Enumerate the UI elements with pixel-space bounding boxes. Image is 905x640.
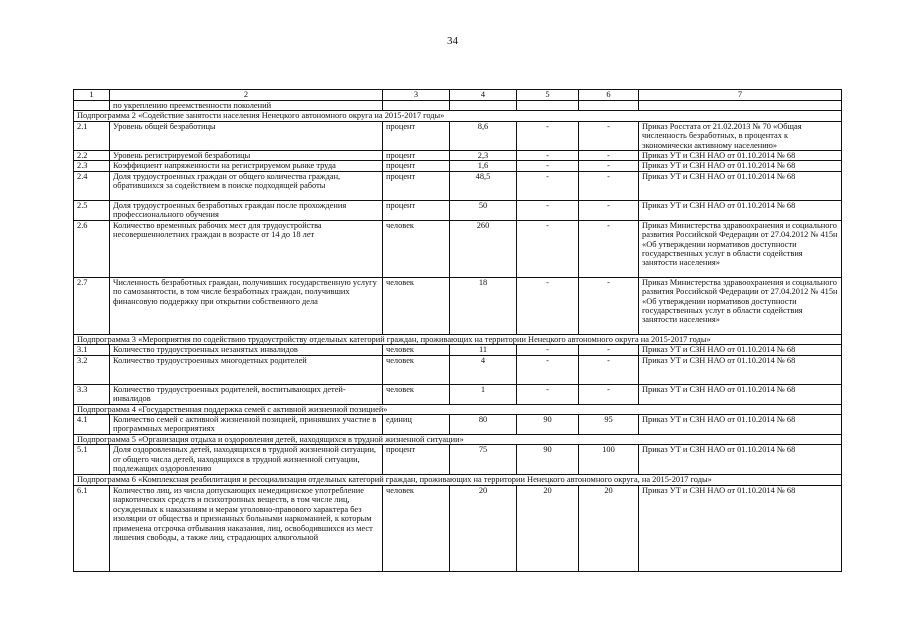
indicator-row (74, 345, 842, 355)
indicator-unit: процент (383, 161, 450, 171)
column-number-6: 6 (579, 90, 639, 101)
column-number-4: 4 (450, 90, 517, 101)
indicator-name: Доля трудоустроенных граждан от общего количества граждан, обратившихся за содействием в поиске подходящей работы (110, 171, 383, 200)
indicator-value-col5: 20 (517, 485, 579, 571)
indicator-value-col4: 50 (450, 200, 517, 220)
subprogram-heading-row (74, 111, 842, 121)
indicator-unit: единиц (383, 415, 450, 435)
indicator-value-col5: - (517, 171, 579, 200)
indicator-number: 2.3 (74, 161, 110, 171)
indicator-value-col4: 8,6 (450, 121, 517, 150)
indicator-number: 5.1 (74, 445, 110, 475)
subprogram-title: Подпрограмма 4 «Государственная поддержка семей с активной жизненной позицией» (74, 404, 842, 414)
indicator-value-col4: 11 (450, 345, 517, 355)
indicator-unit: человек (383, 384, 450, 404)
indicator-row (74, 485, 842, 571)
indicator-value-col5: - (517, 121, 579, 150)
indicator-name: Количество лиц, из числа допускающих немедицинское употребление наркотических средств и психотропных веществ, в том числе лиц, осужденных к наказаниям и мерам уголовно-правового характера без изоляции от общества и признанных больными наркоманией, к которым применена отсрочка отбывания наказания, лиц, освободившихся из мест лишения свободы, а также лиц, страдающих алкогольной (110, 485, 383, 571)
indicator-number: 2.1 (74, 121, 110, 150)
indicator-unit: человек (383, 220, 450, 277)
indicator-name: Количество семей с активной жизненной позицией, принявших участие в программных мероприятиях (110, 415, 383, 435)
subprogram-heading-row (74, 435, 842, 445)
indicator-value-col5: - (517, 355, 579, 384)
column-number-3: 3 (383, 90, 450, 101)
indicator-source: Приказ УТ и СЗН НАО от 01.10.2014 № 68 (639, 161, 842, 171)
subprogram-title: Подпрограмма 2 «Содействие занятости населения Ненецкого автономного округа на 2015-2017 годы» (74, 111, 842, 121)
indicator-row (74, 415, 842, 435)
indicator-unit: процент (383, 200, 450, 220)
indicator-number: 4.1 (74, 415, 110, 435)
indicator-row (74, 220, 842, 277)
indicator-value-col5: - (517, 345, 579, 355)
indicator-row (74, 445, 842, 475)
indicator-value-col4: 80 (450, 415, 517, 435)
indicator-name: Коэффициент напряженности на регистрируемом рынке труда (110, 161, 383, 171)
indicator-value-col6: - (579, 171, 639, 200)
indicator-source: Приказ УТ и СЗН НАО от 01.10.2014 № 68 (639, 345, 842, 355)
indicator-source: Приказ Министерства здравоохранения и социального развития Российской Федерации от 27.04.2012 № 415н «Об утверждении нормативов доступности государственных услуг в области содействия занятости населения» (639, 277, 842, 334)
column-number-7: 7 (639, 90, 842, 101)
indicator-name: Численность безработных граждан, получивших государственную услугу по самозанятости, в том числе безработных граждан, получивших финансовую поддержку при открытии собственного дела (110, 277, 383, 334)
indicator-number: 3.3 (74, 384, 110, 404)
indicator-value-col6: - (579, 277, 639, 334)
indicator-number: 3.2 (74, 355, 110, 384)
indicator-row (74, 384, 842, 404)
continuation-row (74, 101, 842, 111)
indicator-value-col6: - (579, 220, 639, 277)
subprogram-heading-row (74, 475, 842, 485)
page-number: 34 (447, 35, 458, 47)
subprogram-title: Подпрограмма 6 «Комплексная реабилитация и ресоциализация отдельных категорий граждан, проживающих на территории Ненецкого автономного округа, на 2015-2017 годы» (74, 475, 842, 485)
indicator-row (74, 161, 842, 171)
indicator-value-col5: 90 (517, 445, 579, 475)
indicator-value-col4: 1 (450, 384, 517, 404)
indicator-source: Приказ УТ и СЗН НАО от 01.10.2014 № 68 (639, 384, 842, 404)
indicator-number: 2.2 (74, 151, 110, 161)
indicators-table (73, 89, 842, 572)
indicator-source: Приказ УТ и СЗН НАО от 01.10.2014 № 68 (639, 355, 842, 384)
indicator-row (74, 121, 842, 150)
indicator-row (74, 151, 842, 161)
indicator-value-col6: - (579, 355, 639, 384)
indicator-number: 6.1 (74, 485, 110, 571)
indicator-value-col5: - (517, 384, 579, 404)
indicator-value-col5: - (517, 277, 579, 334)
indicator-number: 2.5 (74, 200, 110, 220)
indicator-name: Доля оздоровленных детей, находящихся в трудной жизненной ситуации, от общего числа детей, находящихся в трудной жизненной ситуации, подлежащих оздоровлению (110, 445, 383, 475)
indicator-value-col6: - (579, 161, 639, 171)
indicator-value-col6: - (579, 121, 639, 150)
indicator-value-col4: 260 (450, 220, 517, 277)
indicator-row (74, 171, 842, 200)
indicator-value-col6: - (579, 200, 639, 220)
indicator-table-sheet (73, 89, 841, 572)
indicator-value-col4: 2,3 (450, 151, 517, 161)
indicator-value-col6: 100 (579, 445, 639, 475)
indicator-source: Приказ УТ и СЗН НАО от 01.10.2014 № 68 (639, 200, 842, 220)
indicator-unit: человек (383, 345, 450, 355)
indicator-value-col6: - (579, 384, 639, 404)
indicator-name: Количество трудоустроенных родителей, воспитывающих детей-инвалидов (110, 384, 383, 404)
indicator-value-col6: 95 (579, 415, 639, 435)
indicator-value-col4: 48,5 (450, 171, 517, 200)
column-number-2: 2 (110, 90, 383, 101)
column-number-5: 5 (517, 90, 579, 101)
indicator-name: Уровень общей безработицы (110, 121, 383, 150)
indicator-source: Приказ УТ и СЗН НАО от 01.10.2014 № 68 (639, 151, 842, 161)
indicator-value-col6: - (579, 345, 639, 355)
indicator-name: Доля трудоустроенных безработных граждан после прохождения профессионального обучения (110, 200, 383, 220)
indicator-value-col5: - (517, 200, 579, 220)
indicator-name: Количество временных рабочих мест для трудоустройства несовершеннолетних граждан в возрасте от 14 до 18 лет (110, 220, 383, 277)
indicator-source: Приказ УТ и СЗН НАО от 01.10.2014 № 68 (639, 445, 842, 475)
indicator-value-col6: - (579, 151, 639, 161)
indicator-value-col4: 4 (450, 355, 517, 384)
column-number-row (74, 90, 842, 101)
indicator-unit: процент (383, 121, 450, 150)
subprogram-heading-row (74, 404, 842, 414)
column-number-1: 1 (74, 90, 110, 101)
indicator-number: 2.6 (74, 220, 110, 277)
indicator-name: Количество трудоустроенных незанятых инвалидов (110, 345, 383, 355)
indicator-value-col6: 20 (579, 485, 639, 571)
indicator-row (74, 277, 842, 334)
subprogram-title: Подпрограмма 3 «Мероприятия по содействию трудоустройству отдельных категорий граждан, проживающих на территории Ненецкого автономного округа на 2015-2017 годы» (74, 334, 842, 344)
indicator-value-col5: - (517, 220, 579, 277)
indicator-value-col5: - (517, 161, 579, 171)
indicator-value-col4: 1,6 (450, 161, 517, 171)
indicator-row (74, 200, 842, 220)
indicator-unit: человек (383, 355, 450, 384)
indicator-source: Приказ УТ и СЗН НАО от 01.10.2014 № 68 (639, 171, 842, 200)
indicator-value-col4: 20 (450, 485, 517, 571)
subprogram-title: Подпрограмма 5 «Организация отдыха и оздоровления детей, находящихся в трудной жизненной ситуации» (74, 435, 842, 445)
indicator-value-col5: - (517, 151, 579, 161)
indicator-number: 3.1 (74, 345, 110, 355)
indicator-unit: человек (383, 277, 450, 334)
indicator-value-col5: 90 (517, 415, 579, 435)
indicator-number: 2.4 (74, 171, 110, 200)
subprogram-heading-row (74, 334, 842, 344)
indicator-unit: процент (383, 151, 450, 161)
indicator-value-col4: 75 (450, 445, 517, 475)
indicator-source: Приказ УТ и СЗН НАО от 01.10.2014 № 68 (639, 485, 842, 571)
indicator-number: 2.7 (74, 277, 110, 334)
indicator-value-col4: 18 (450, 277, 517, 334)
continuation-text: по укреплению преемственности поколений (110, 101, 383, 111)
indicator-name: Количество трудоустроенных многодетных родителей (110, 355, 383, 384)
indicator-unit: процент (383, 171, 450, 200)
indicator-unit: человек (383, 485, 450, 571)
indicator-source: Приказ Министерства здравоохранения и социального развития Российской Федерации от 27.04.2012 № 415н «Об утверждении нормативов доступности государственных услуг в области содействия занятости населения» (639, 220, 842, 277)
indicator-source: Приказ УТ и СЗН НАО от 01.10.2014 № 68 (639, 415, 842, 435)
indicator-name: Уровень регистрируемой безработицы (110, 151, 383, 161)
indicator-source: Приказ Росстата от 21.02.2013 № 70 «Общая численность безработных, в процентах к экономически активному населению» (639, 121, 842, 150)
indicator-unit: процент (383, 445, 450, 475)
indicator-row (74, 355, 842, 384)
